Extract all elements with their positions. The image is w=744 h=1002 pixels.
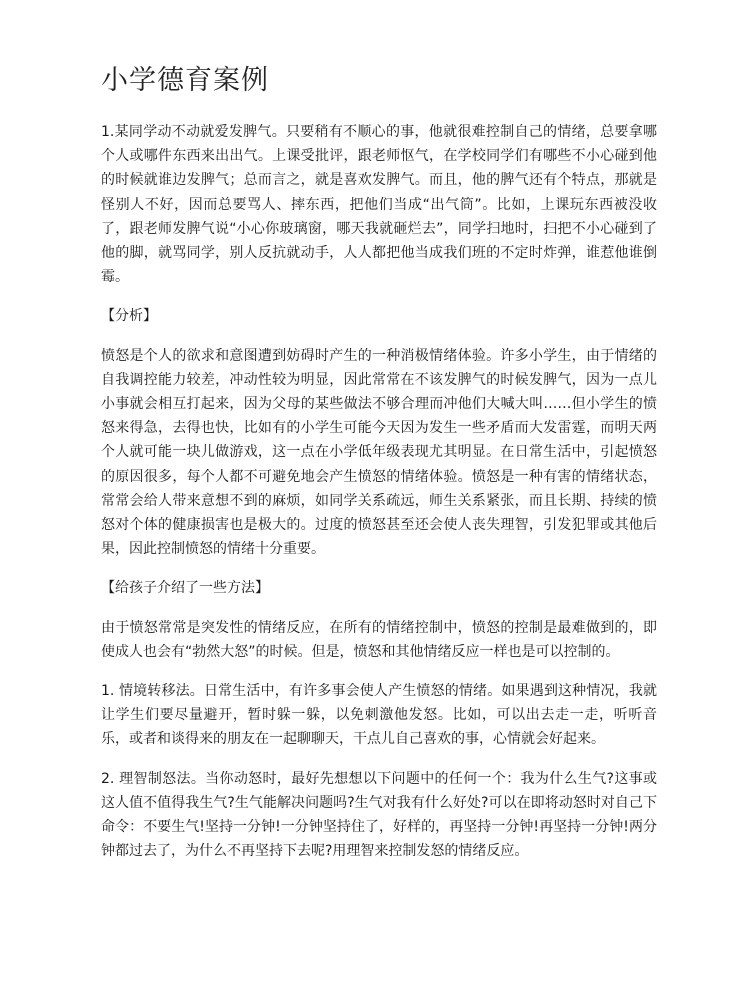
case-paragraph: 1.某同学动不动就爱发脾气。只要稍有不顺心的事，他就很难控制自己的情绪，总要拿哪个人或哪件东西来出出气。上课受批评，跟老师怄气，在学校同学们有哪些不小心碰到他的时候就谁边发脾气；总而言之，就是喜欢发脾气。而且，他的脾气还有个特点，那就是怪别人不好，因而总要骂人、摔东西，把他们当成“出气筒”。比如，上课玩东西被没收了，跟老师发脾气说“小心你玻璃窗，哪天我就砸烂去”，同学扫地时，扫把不小心碰到了他的脚，就骂同学，别人反抗就动手，人人都把他当成我们班的不定时炸弹，谁惹他谁倒霉。 — [101, 124, 657, 286]
method-1-paragraph: 1. 情境转移法。日常生活中，有许多事会使人产生愤怒的情绪。如果遇到这种情况，我就让学生们要尽量避开，暂时躲一躲，以免刺激他发怒。比如，可以出去走一走，听听音乐，或者和谈得来的朋友在一起聊聊天，干点儿自己喜欢的事，心情就会好起来。 — [101, 683, 657, 748]
analysis-paragraph: 愤怒是个人的欲求和意图遭到妨碍时产生的一种消极情绪体验。许多小学生，由于情绪的自我调控能力较差，冲动性较为明显，因此常常在不该发脾气的时候发脾气，因为一点儿小事就会相互打起来，因为父母的某些做法不够合理而冲他们大喊大叫……但小学生的愤怒来得急，去得也快，比如有的小学生可能今天因为发生一些矛盾而大发雷霆，而明天两个人就可能一块儿做游戏，这一点在小学低年级表现尤其明显。在日常生活中，引起愤怒的原因很多，每个人都不可避免地会产生愤怒的情绪体验。愤怒是一种有害的情绪状态，常常会给人带来意想不到的麻烦，如同学关系疏远，师生关系紧张，而且长期、持续的愤怒对个体的健康损害也是极大的。过度的愤怒甚至还会使人丧失理智，引发犯罪或其他后果，因此控制愤怒的情绪十分重要。 — [101, 347, 657, 558]
analysis-heading: 【分析】 — [101, 308, 157, 325]
methods-intro-paragraph: 由于愤怒常常是突发性的情绪反应，在所有的情绪控制中，愤怒的控制是最难做到的，即使成人也会有“勃然大怒”的时候。但是，愤怒和其他情绪反应一样也是可以控制的。 — [101, 619, 657, 660]
document-body — [101, 120, 657, 878]
methods-heading: 【给孩子介绍了一些方法】 — [101, 580, 269, 597]
method-2-paragraph: 2. 理智制怒法。当你动怒时，最好先想想以下问题中的任何一个：我为什么生气?这事或这人值不值得我生气?生气能解决问题吗?生气对我有什么好处?可以在即将动怒时对自己下命令：不要生气!坚持一分钟!一分钟坚持住了，好样的，再坚持一分钟!再坚持一分钟!两分钟都过去了，为什么不再坚持下去呢?用理智来控制发怒的情绪反应。 — [101, 770, 657, 860]
page-title: 小学德育案例 — [101, 65, 269, 96]
